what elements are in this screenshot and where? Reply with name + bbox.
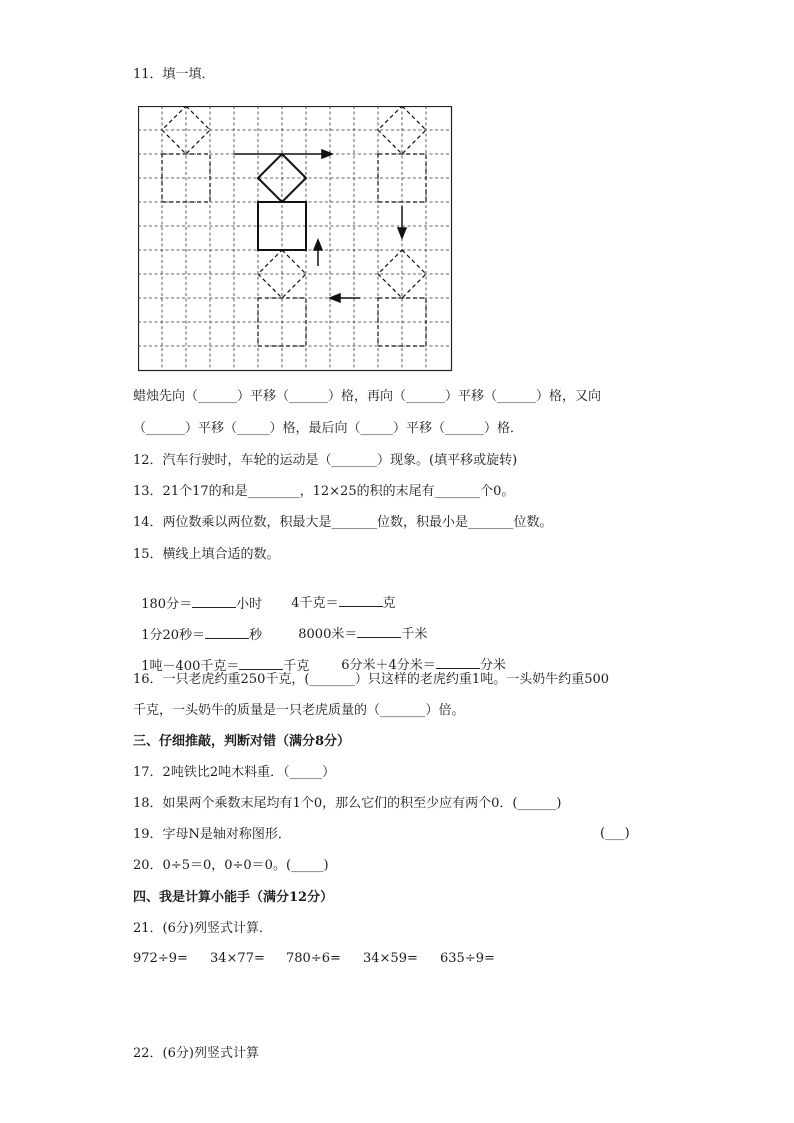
q21-item-1: 972÷9= — [133, 951, 188, 966]
arrow-down — [398, 206, 406, 238]
q18: 18．如果两个乘数末尾均有1个0，那么它们的积至少应有两个0．(______) — [133, 796, 562, 811]
q13: 13．21个17的和是________，12×25的积的末尾有_______个0。 — [133, 484, 515, 499]
q15-row1-a: 180分＝ — [141, 597, 193, 612]
q19: 19．字母N是轴对称图形． — [133, 827, 291, 842]
q15-row3-d: 分米 — [479, 658, 506, 673]
q15-row3-a: 1吨－400千克＝ — [141, 659, 240, 674]
q19-blank[interactable]: (___) — [600, 826, 630, 841]
q14: 14．两位数乘以两位数，积最大是_______位数，积最小是_______位数。 — [133, 515, 553, 530]
q21-title: 21．(6分)列竖式计算． — [133, 921, 272, 936]
section-3-heading: 三、仔细推敲，判断对错（满分8分） — [133, 734, 351, 749]
q21-item-5: 635÷9= — [440, 951, 495, 966]
q15-row2-d: 千米 — [401, 627, 428, 642]
q15-row3-right — [333, 639, 506, 673]
q21-item-3: 780÷6= — [286, 951, 341, 966]
arrow-right — [234, 150, 332, 158]
q15-row2-right — [290, 608, 427, 642]
q22-title: 22．(6分)列竖式计算 — [133, 1046, 259, 1061]
q15-row3-b: 千克 — [283, 659, 310, 674]
q15-title: 15．横线上填合适的数。 — [133, 547, 280, 562]
q12: 12．汽车行驶时，车轮的运动是（_______）现象。(填平移或旋转) — [133, 453, 518, 468]
dashed-house-top-left — [162, 106, 210, 202]
translation-grid-figure — [138, 106, 453, 372]
answer-blank[interactable] — [192, 595, 236, 608]
grid-border — [139, 107, 452, 371]
q15-row1-c: 4千克＝ — [291, 596, 339, 611]
q21-item-4: 34×59= — [363, 951, 418, 966]
q15-row2-c: 8000米＝ — [298, 627, 358, 642]
q15-row2-b: 秒 — [249, 628, 263, 643]
q17: 17．2吨铁比2吨木料重．（_____） — [133, 765, 336, 780]
q11-title: 11．填一填． — [133, 67, 215, 82]
q16-line1: 16．一只老虎约重250千克，(_______）只这样的老虎约重1吨。一头奶牛约重500 — [133, 672, 610, 687]
arrow-left — [330, 294, 360, 302]
q15-row3-c: 6分米＋4分米＝ — [341, 658, 436, 673]
q15-row2-a: 1分20秒＝ — [141, 628, 206, 643]
q16-line2: 千克，一头奶牛的质量是一只老虎质量的（_______）倍。 — [133, 703, 465, 718]
q15-row1-right — [283, 577, 396, 611]
section-4-heading: 四、我是计算小能手（满分12分） — [133, 890, 334, 905]
q20: 20．0÷5＝0，0÷0＝0。(_____) — [133, 858, 329, 873]
q15-row1-d: 克 — [382, 596, 396, 611]
q21-item-2: 34×77= — [210, 951, 265, 966]
answer-blank[interactable] — [339, 594, 383, 607]
q11-line1: 蜡烛先向（______）平移（______）格，再向（______）平移（______）格，又向 — [133, 389, 602, 404]
answer-blank[interactable] — [436, 656, 480, 669]
q11-line2: （______）平移（_____）格，最后向（_____）平移（______）格． — [133, 421, 524, 436]
answer-blank[interactable] — [205, 626, 249, 639]
answer-blank[interactable] — [357, 625, 401, 638]
grid-lines — [138, 106, 452, 371]
answer-blank[interactable] — [239, 657, 283, 670]
arrow-up — [314, 240, 322, 266]
q15-row1-b: 小时 — [236, 597, 263, 612]
